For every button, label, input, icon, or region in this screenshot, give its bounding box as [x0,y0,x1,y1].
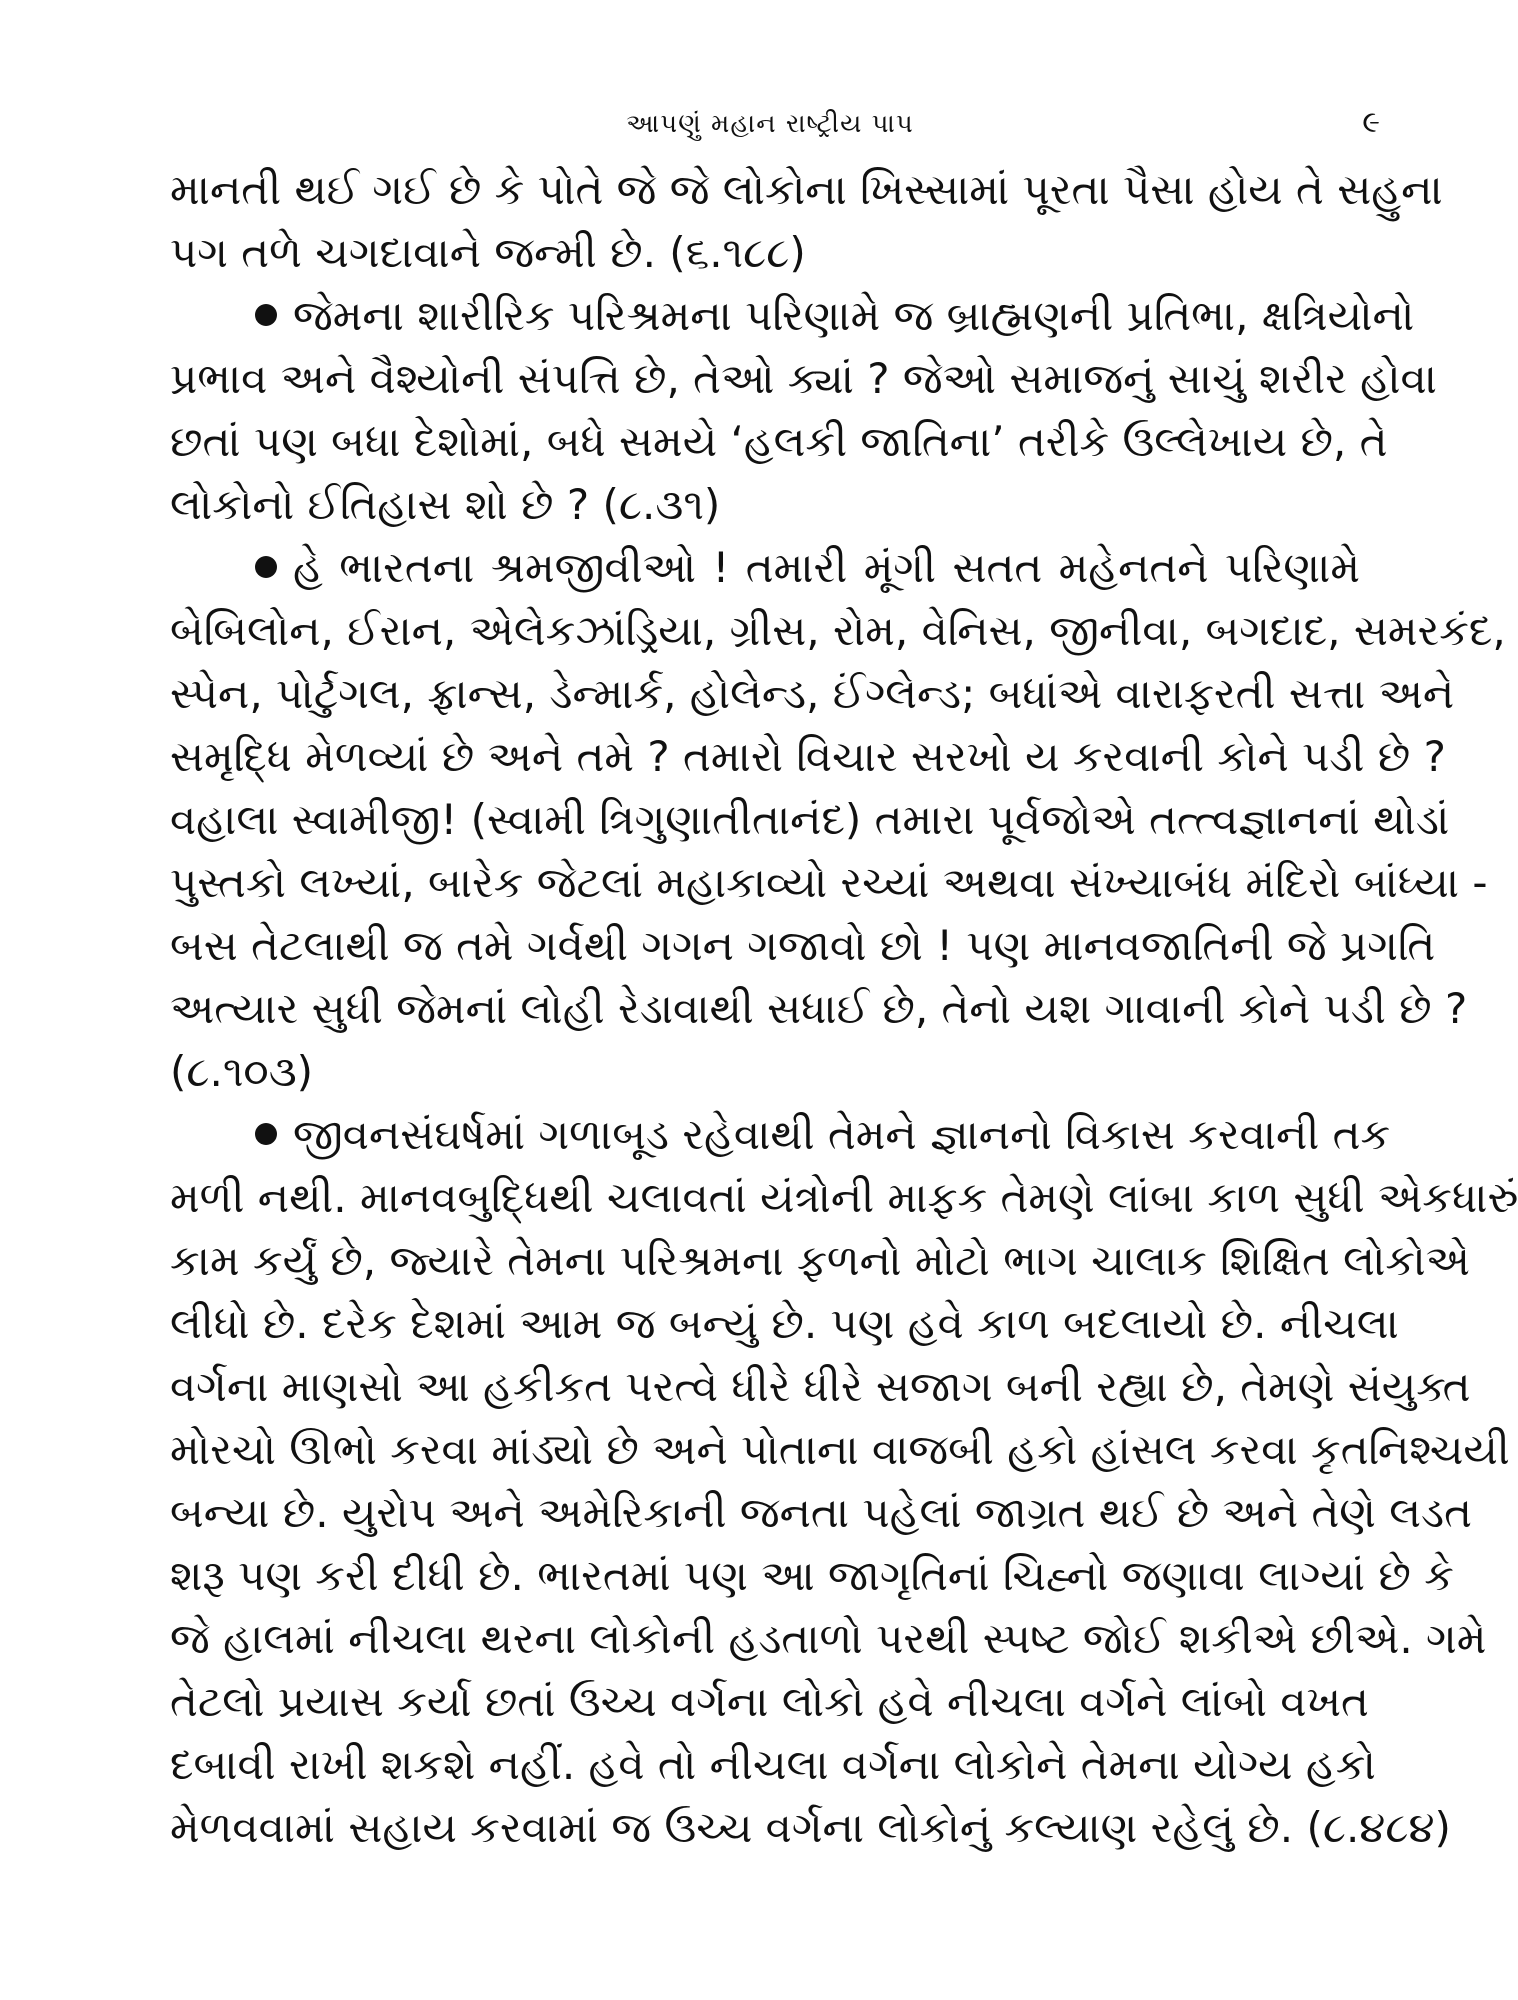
bullet-icon [255,1123,277,1145]
text-line-content: જીવનસંઘર્ષમાં ગળાબૂડ રહેવાથી તેમને જ્ઞાનનો વિકાસ કરવાની તક [293,1110,1391,1159]
text-line [170,536,1360,599]
paragraph [170,284,1437,536]
text-line: શરૂ પણ કરી દીધી છે. ભારતમાં પણ આ જાગૃતિનાં ચિહ્નો જણાવા લાગ્યાં છે કે [170,1551,1454,1600]
paragraph [170,536,1506,1103]
text-line: અત્યાર સુધી જેમનાં લોહી રેડાવાથી સધાઈ છે, તેનો યશ ગાવાની કોને પડી છે ? [170,984,1468,1033]
text-line: બન્યા છે. યુરોપ અને અમેરિકાની જનતા પહેલાં જાગ્રત થઈ છે અને તેણે લડત [170,1488,1472,1537]
text-line [170,284,1415,347]
paragraph [170,1103,1518,1859]
text-line: મળી નથી. માનવબુદ્ધિથી ચલાવતાં યંત્રોની માફક તેમણે લાંબા કાળ સુધી એકધારું [170,1173,1518,1222]
text-line: લીધો છે. દરેક દેશમાં આમ જ બન્યું છે. પણ હવે કાળ બદલાયો છે. નીચલા [170,1299,1399,1348]
text-line: માનતી થઈ ગઈ છે કે પોતે જે જે લોકોના ખિસ્સામાં પૂરતા પૈસા હોય તે સહુના [170,165,1443,214]
text-line: કામ કર્યું છે, જ્યારે તેમના પરિશ્રમના ફળનો મોટો ભાગ ચાલાક શિક્ષિત લોકોએ [170,1236,1470,1285]
text-line: લોકોનો ઈતિહાસ શો છે ? (૮.૩૧) [170,480,721,529]
bullet-icon [255,556,277,578]
text-line: બેબિલોન, ઈરાન, એલેકઝાંડ્રિયા, ગ્રીસ, રોમ, વેનિસ, જીનીવા, બગદાદ, સમરકંદ, [170,606,1506,655]
text-line: દબાવી રાખી શકશે નહીં. હવે તો નીચલા વર્ગના લોકોને તેમના યોગ્ય હકો [170,1740,1376,1789]
text-line: સમૃદ્ધિ મેળવ્યાં છે અને તમે ? તમારો વિચાર સરખો ય કરવાની કોને પડી છે ? [170,732,1446,781]
text-line: (૮.૧૦૩) [170,1047,314,1096]
paragraph [170,158,1443,284]
text-line-content: હે ભારતના શ્રમજીવીઓ ! તમારી મૂંગી સતત મહેનતને પરિણામે [293,543,1360,592]
text-line: વર્ગના માણસો આ હકીકત પરત્વે ધીરે ધીરે સજાગ બની રહ્યા છે, તેમણે સંયુક્ત [170,1362,1471,1411]
text-line: તેટલો પ્રયાસ કર્યા છતાં ઉચ્ચ વર્ગના લોકો હવે નીચલા વર્ગને લાંબો વખત [170,1677,1369,1726]
text-line: છતાં પણ બધા દેશોમાં, બધે સમયે ‘હલકી જાતિના’ તરીકે ઉલ્લેખાય છે, તે [170,417,1388,466]
text-line: મેળવવામાં સહાય કરવામાં જ ઉચ્ચ વર્ગના લોકોનું કલ્યાણ રહેલું છે. (૮.૪૮૪) [170,1803,1451,1852]
running-header-title: આપણું મહાન રાષ્ટ્રીય પાપ [626,109,914,139]
text-line: બસ તેટલાથી જ તમે ગર્વથી ગગન ગજાવો છો ! પણ માનવજાતિની જે પ્રગતિ [170,921,1436,970]
text-line: મોરચો ઊભો કરવા માંડ્યો છે અને પોતાના વાજબી હકો હાંસલ કરવા કૃતનિશ્ચયી [170,1425,1510,1474]
text-line-content: જેમના શારીરિક પરિશ્રમના પરિણામે જ બ્રાહ્મણની પ્રતિભા, ક્ષત્રિયોનો [293,291,1415,340]
bullet-icon [255,304,277,326]
text-line: વહાલા સ્વામીજી! (સ્વામી ત્રિગુણાતીતાનંદ) તમારા પૂર્વજોએ તત્ત્વજ્ઞાનનાં થોડાં [170,795,1450,844]
body-text [170,158,1518,1859]
text-line [170,1103,1391,1166]
page-number: ૯ [1362,105,1380,140]
text-line: સ્પેન, પોર્ટુગલ, ફ્રાન્સ, ડેન્માર્ક, હોલેન્ડ, ઈંગ્લેન્ડ; બધાંએ વારાફરતી સત્તા અને [170,669,1455,718]
text-line: પુસ્તકો લખ્યાં, બારેક જેટલાં મહાકાવ્યો રચ્યાં અથવા સંખ્યાબંધ મંદિરો બાંધ્યા - [170,858,1488,907]
text-line: જે હાલમાં નીચલા થરના લોકોની હડતાળો પરથી સ્પષ્ટ જોઈ શકીએ છીએ. ગમે [170,1614,1487,1663]
text-line: પગ તળે ચગદાવાને જન્મી છે. (૬.૧૮૮) [170,228,806,277]
text-line: પ્રભાવ અને વૈશ્યોની સંપત્તિ છે, તેઓ ક્યાં ? જેઓ સમાજનું સાચું શરીર હોવા [170,354,1437,403]
